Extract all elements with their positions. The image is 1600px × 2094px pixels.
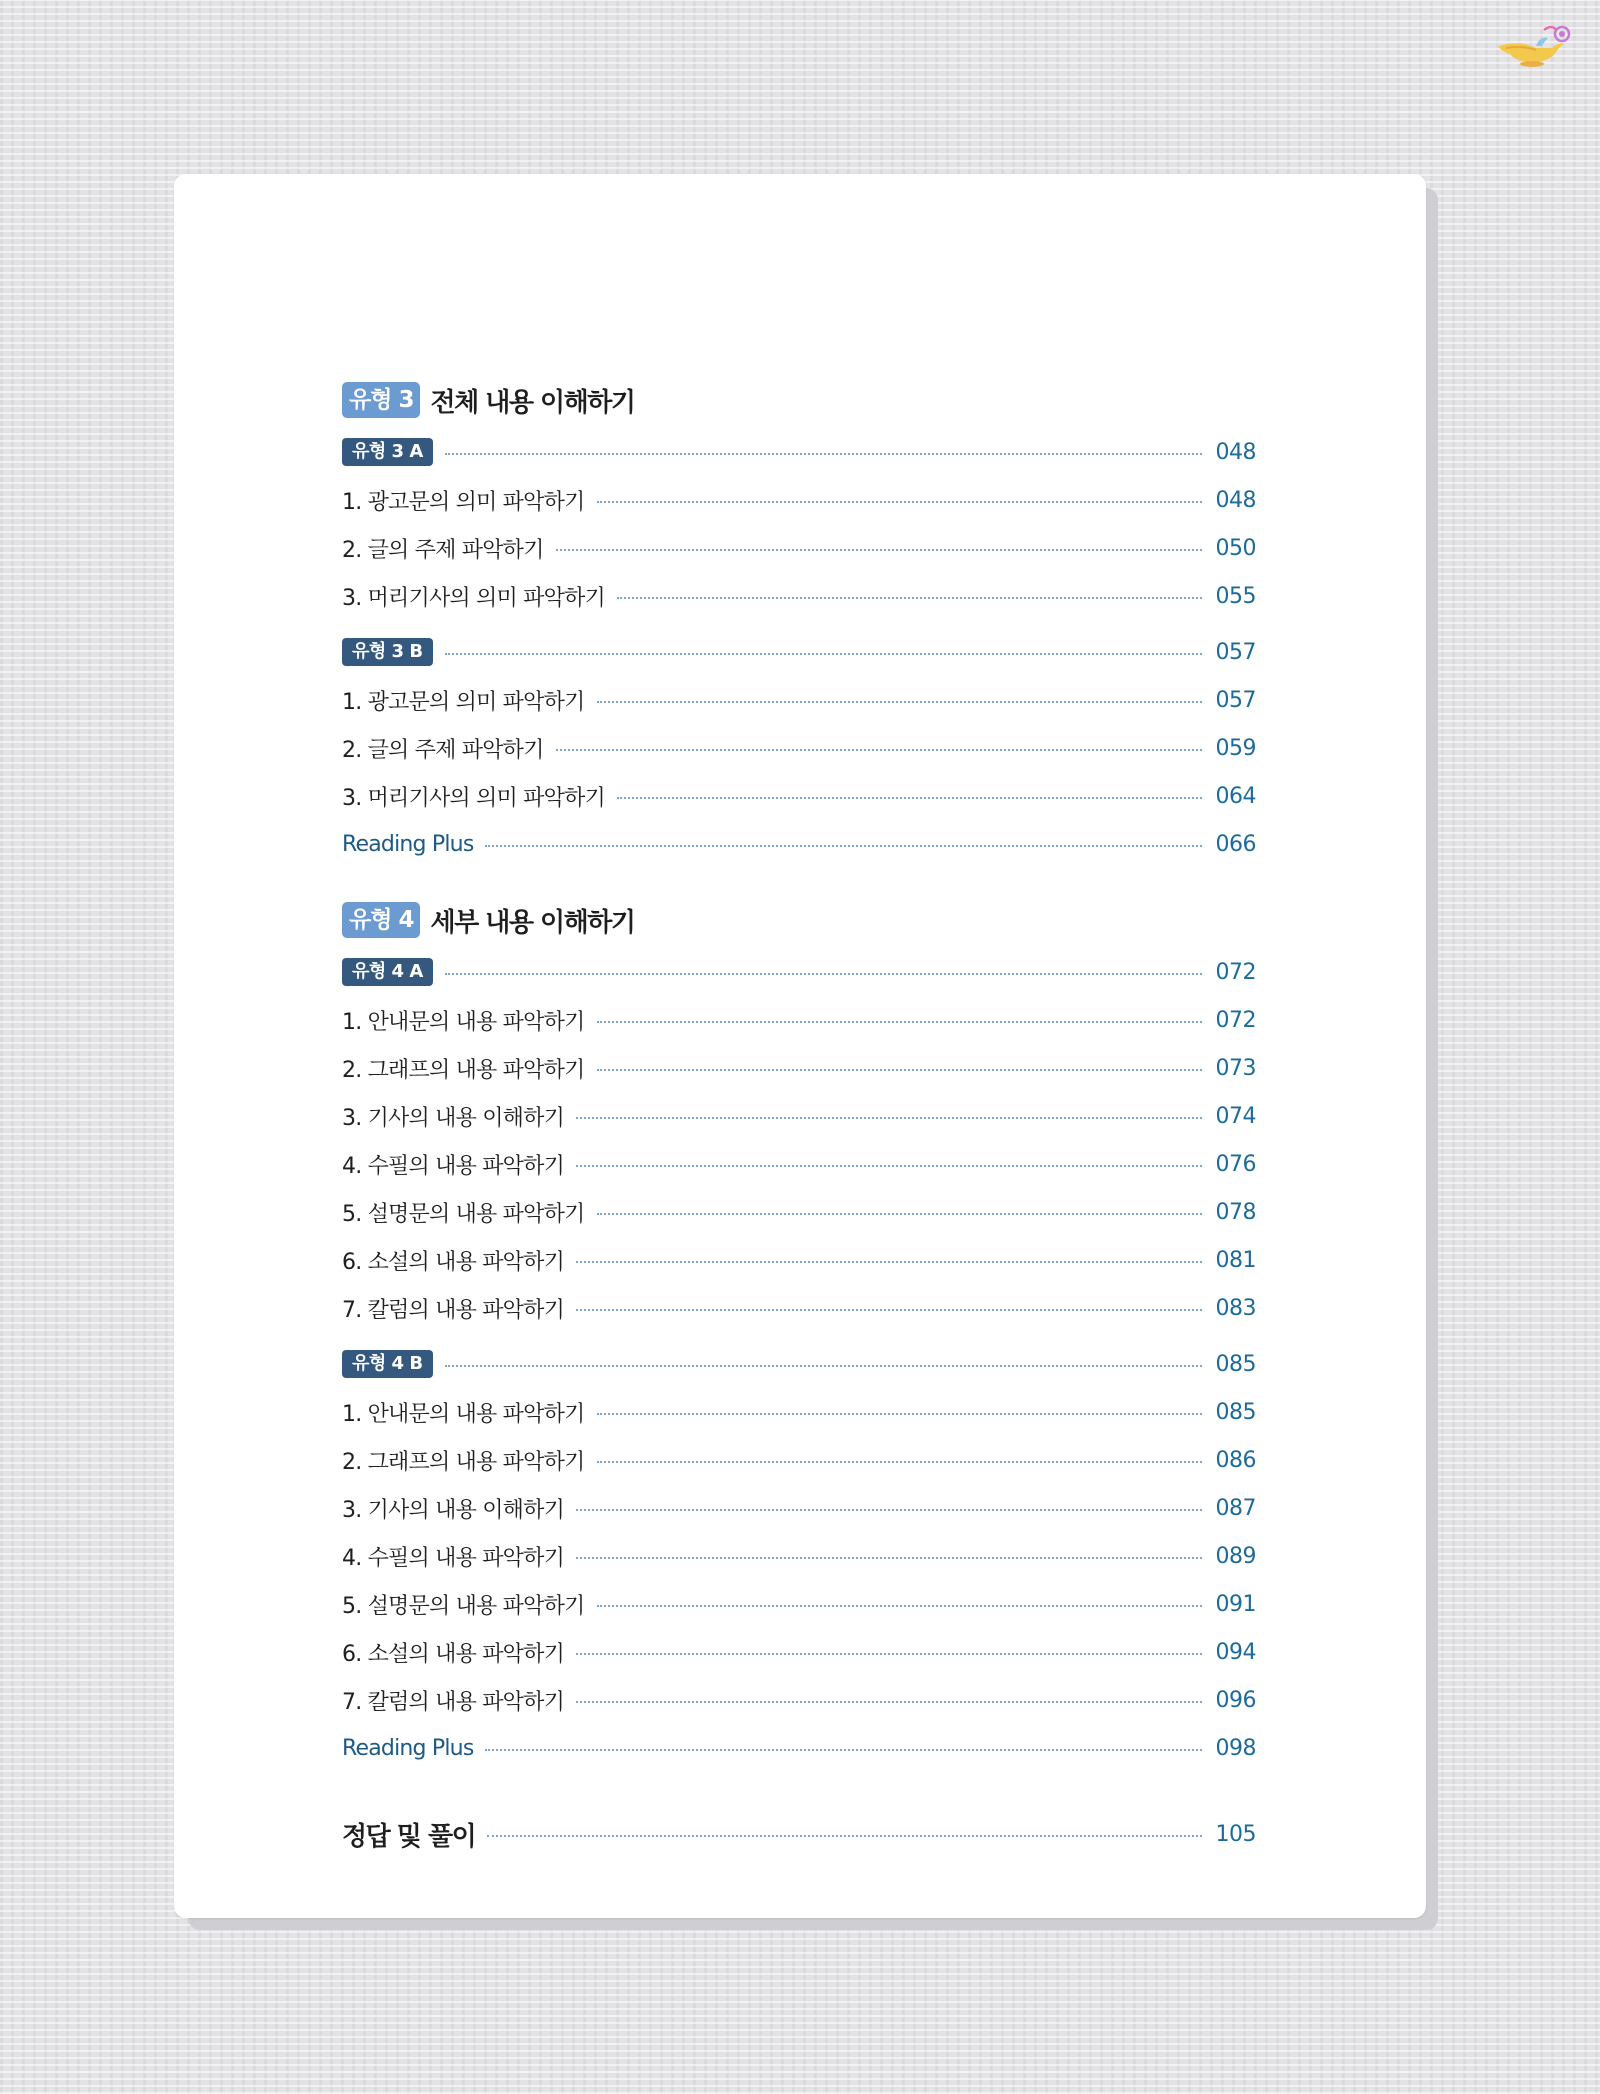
leader-dots	[485, 1749, 1202, 1751]
toc-entry[interactable]	[342, 724, 1256, 772]
page-number: 091	[1215, 1591, 1256, 1617]
leader-dots	[485, 845, 1202, 847]
subgroup-badge: 유형 3 B	[342, 638, 433, 666]
toc-entry[interactable]	[342, 1532, 1256, 1580]
leader-dots	[597, 1213, 1203, 1215]
section-heading	[342, 378, 1256, 422]
toc-subgroup-entry[interactable]	[342, 948, 1256, 996]
toc-entry-reading-plus[interactable]	[342, 820, 1256, 868]
toc-entry[interactable]	[342, 1188, 1256, 1236]
leader-dots	[576, 1509, 1202, 1511]
page-number: 094	[1215, 1639, 1256, 1665]
page-number: 098	[1215, 1735, 1256, 1761]
entry-label: 3. 머리기사의 의미 파악하기	[342, 785, 605, 811]
page-number: 087	[1215, 1495, 1256, 1521]
leader-dots	[445, 1365, 1202, 1367]
leader-dots	[597, 1461, 1203, 1463]
entry-label: 1. 안내문의 내용 파악하기	[342, 1401, 585, 1427]
leader-dots	[597, 1413, 1203, 1415]
toc-entry[interactable]	[342, 1044, 1256, 1092]
toc-entry[interactable]	[342, 1140, 1256, 1188]
leader-dots	[576, 1309, 1202, 1311]
page-number: 085	[1215, 1351, 1256, 1377]
toc-entry[interactable]	[342, 524, 1256, 572]
page-number: 057	[1215, 687, 1256, 713]
leader-dots	[576, 1261, 1202, 1263]
page-number: 073	[1215, 1055, 1256, 1081]
page-number: 096	[1215, 1687, 1256, 1713]
leader-dots	[576, 1701, 1202, 1703]
toc-entry[interactable]	[342, 1092, 1256, 1140]
page-number: 059	[1215, 735, 1256, 761]
page-number: 076	[1215, 1151, 1256, 1177]
entry-label: Reading Plus	[342, 831, 474, 857]
entry-label: Reading Plus	[342, 1735, 474, 1761]
leader-dots	[576, 1653, 1202, 1655]
toc-entry[interactable]	[342, 676, 1256, 724]
entry-label: 5. 설명문의 내용 파악하기	[342, 1201, 585, 1227]
leader-dots	[617, 797, 1202, 799]
page-number: 086	[1215, 1447, 1256, 1473]
page-number: 050	[1215, 535, 1256, 561]
toc-entry[interactable]	[342, 1676, 1256, 1724]
leader-dots	[597, 1021, 1203, 1023]
leader-dots	[597, 1605, 1203, 1607]
entry-label: 4. 수필의 내용 파악하기	[342, 1153, 565, 1179]
entry-label: 2. 그래프의 내용 파악하기	[342, 1057, 585, 1083]
entry-label: 6. 소설의 내용 파악하기	[342, 1249, 565, 1275]
leader-dots	[597, 701, 1203, 703]
entry-label: 7. 칼럼의 내용 파악하기	[342, 1689, 565, 1715]
leader-dots	[445, 653, 1202, 655]
toc-entry[interactable]	[342, 1436, 1256, 1484]
entry-label: 정답 및 풀이	[342, 1821, 476, 1852]
entry-label: 5. 설명문의 내용 파악하기	[342, 1593, 585, 1619]
page-number: 072	[1215, 959, 1256, 985]
toc-entry[interactable]	[342, 1580, 1256, 1628]
section-heading	[342, 898, 1256, 942]
toc-entry[interactable]	[342, 1628, 1256, 1676]
leader-dots	[556, 549, 1202, 551]
page-number: 085	[1215, 1399, 1256, 1425]
section-badge: 유형 4	[342, 902, 420, 938]
leader-dots	[487, 1835, 1202, 1837]
toc-entry[interactable]	[342, 772, 1256, 820]
section-badge: 유형 3	[342, 382, 420, 418]
toc-subgroup-entry[interactable]	[342, 428, 1256, 476]
leader-dots	[445, 973, 1202, 975]
entry-label: 3. 머리기사의 의미 파악하기	[342, 585, 605, 611]
entry-label: 3. 기사의 내용 이해하기	[342, 1497, 565, 1523]
entry-label: 2. 글의 주제 파악하기	[342, 537, 544, 563]
leader-dots	[576, 1117, 1202, 1119]
page-number: 105	[1215, 1821, 1256, 1847]
entry-label: 1. 광고문의 의미 파악하기	[342, 489, 585, 515]
page-number: 089	[1215, 1543, 1256, 1569]
page-number: 072	[1215, 1007, 1256, 1033]
entry-label: 7. 칼럼의 내용 파악하기	[342, 1297, 565, 1323]
page-number: 048	[1215, 439, 1256, 465]
toc-entry-answers[interactable]	[342, 1810, 1256, 1858]
leader-dots	[597, 1069, 1203, 1071]
entry-label: 1. 안내문의 내용 파악하기	[342, 1009, 585, 1035]
table-of-contents	[342, 378, 1256, 1858]
entry-label: 3. 기사의 내용 이해하기	[342, 1105, 565, 1131]
leader-dots	[556, 749, 1202, 751]
page-number: 055	[1215, 583, 1256, 609]
toc-entry[interactable]	[342, 1388, 1256, 1436]
leader-dots	[576, 1557, 1202, 1559]
leader-dots	[617, 597, 1202, 599]
page-number: 081	[1215, 1247, 1256, 1273]
entry-label: 6. 소설의 내용 파악하기	[342, 1641, 565, 1667]
toc-subgroup-entry[interactable]	[342, 1340, 1256, 1388]
toc-entry[interactable]	[342, 476, 1256, 524]
page-number: 066	[1215, 831, 1256, 857]
page-number: 083	[1215, 1295, 1256, 1321]
page-number: 064	[1215, 783, 1256, 809]
leader-dots	[576, 1165, 1202, 1167]
page-number: 057	[1215, 639, 1256, 665]
leader-dots	[597, 501, 1203, 503]
page-number: 078	[1215, 1199, 1256, 1225]
toc-entry[interactable]	[342, 1236, 1256, 1284]
subgroup-badge: 유형 4 A	[342, 958, 433, 986]
toc-entry[interactable]	[342, 1484, 1256, 1532]
toc-entry[interactable]	[342, 996, 1256, 1044]
toc-entry-reading-plus[interactable]	[342, 1724, 1256, 1772]
toc-entry[interactable]	[342, 572, 1256, 620]
leader-dots	[445, 453, 1202, 455]
entry-label: 2. 그래프의 내용 파악하기	[342, 1449, 585, 1475]
section-title: 세부 내용 이해하기	[430, 907, 635, 938]
entry-label: 1. 광고문의 의미 파악하기	[342, 689, 585, 715]
toc-entry[interactable]	[342, 1284, 1256, 1332]
subgroup-badge: 유형 4 B	[342, 1350, 433, 1378]
page-number: 074	[1215, 1103, 1256, 1129]
magic-lamp-icon	[1492, 18, 1580, 70]
entry-label: 4. 수필의 내용 파악하기	[342, 1545, 565, 1571]
subgroup-badge: 유형 3 A	[342, 438, 433, 466]
entry-label: 2. 글의 주제 파악하기	[342, 737, 544, 763]
section-title: 전체 내용 이해하기	[430, 387, 635, 418]
toc-subgroup-entry[interactable]	[342, 628, 1256, 676]
page-number: 048	[1215, 487, 1256, 513]
